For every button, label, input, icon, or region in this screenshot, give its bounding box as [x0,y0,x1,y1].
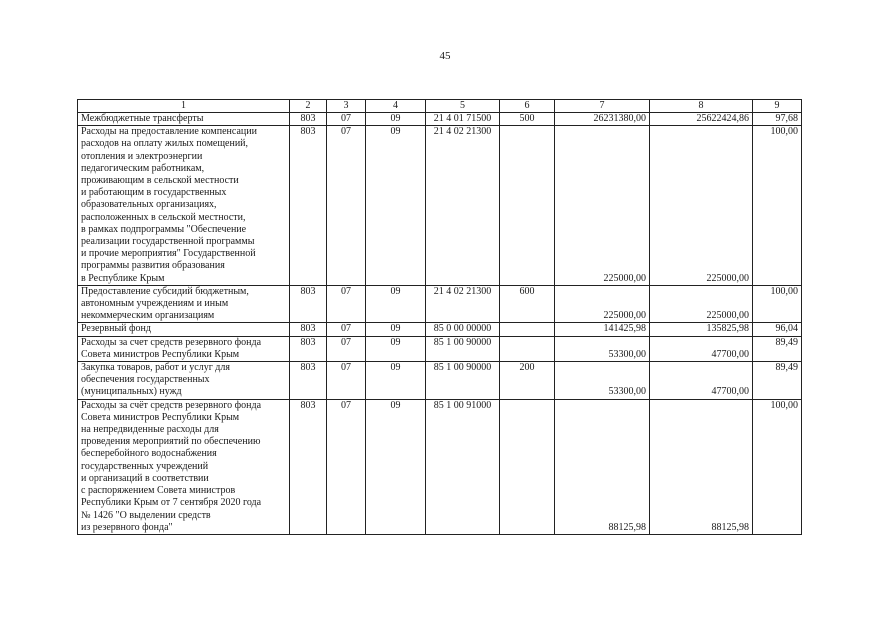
execution-percent-cell [753,285,802,323]
execution-percent-cell-text: 96,04 [775,323,798,335]
planned-amount-cell-text: 225000,00 [603,272,646,284]
planned-amount-cell [555,323,650,336]
section-code-cell [327,113,366,126]
column-header: 7 [555,100,650,113]
subsection-code-cell [366,113,426,126]
column-number-row [78,100,802,113]
row-name-cell [78,336,290,361]
column-header: 3 [327,100,366,113]
row-name-cell-text: Расходы на предоставление компенсации расходов на оплату жилых помещений, отопления и электроэнергии педагогическим работникам, проживающим в сельской местности и работающим в государственных образовательных организациях, расположенных в сельской местности, в рамках подпрограммы "Обеспечение реализации государственной программы и прочие мероприятия" Государственной программы развития образования в Республике Крым [81,126,257,284]
subsection-code-cell-text: 09 [390,113,401,124]
section-code-cell-text: 07 [341,362,351,374]
row-name-cell-text: Предоставление субсидий бюджетным, автономным учреждениям и иным некоммерческим организациям [81,285,249,322]
subsection-code-cell-text: 09 [390,399,401,411]
execution-percent-cell [753,323,802,336]
expense-type-cell [500,113,555,126]
target-article-cell-text: 85 1 00 90000 [433,336,492,348]
target-article-cell [426,336,500,361]
column-header: 8 [650,100,753,113]
column-header: 9 [753,100,802,113]
planned-amount-cell [555,113,650,126]
execution-percent-cell-text: 100,00 [770,126,798,138]
execution-percent-cell-text: 89,49 [775,362,798,374]
row-name-cell [78,285,290,323]
budget-table [77,99,802,535]
row-name-cell [78,399,290,534]
row-name-cell-text: Расходы за счет средств резервного фонда Совета министров Республики Крым [81,336,262,360]
expense-type-cell [500,285,555,323]
subsection-code-cell-text: 09 [390,126,401,138]
row-name-cell-text: Межбюджетные трансферты [81,113,204,124]
admin-code-cell [290,362,327,400]
admin-code-cell-text: 803 [300,336,316,348]
section-code-cell-text: 07 [341,113,351,124]
expense-type-cell-text: 500 [519,113,535,124]
column-header: 6 [500,100,555,113]
target-article-cell [426,323,500,336]
target-article-cell-text: 21 4 01 71500 [433,113,492,124]
planned-amount-cell-text: 88125,98 [608,521,646,533]
executed-amount-cell-text: 47700,00 [711,386,749,398]
table-row [78,323,802,336]
row-name-cell [78,113,290,126]
row-name-cell-text: Закупка товаров, работ и услуг для обеспечения государственных (муниципальных) нужд [81,362,230,398]
table-row [78,336,802,361]
subsection-code-cell [366,362,426,400]
subsection-code-cell [366,285,426,323]
admin-code-cell-text: 803 [300,113,316,124]
section-code-cell [327,399,366,534]
admin-code-cell [290,126,327,286]
executed-amount-cell-text: 135825,98 [706,323,749,335]
expense-type-cell [500,336,555,361]
expense-type-cell [500,323,555,336]
execution-percent-cell [753,336,802,361]
execution-percent-cell-text: 100,00 [770,285,798,297]
execution-percent-cell [753,399,802,534]
target-article-cell-text: 85 0 00 00000 [433,323,492,335]
section-code-cell-text: 07 [341,336,351,348]
target-article-cell-text: 85 1 00 90000 [433,362,492,374]
planned-amount-cell-text: 141425,98 [603,323,646,335]
section-code-cell [327,285,366,323]
execution-percent-cell-text: 89,49 [775,336,798,348]
executed-amount-cell [650,362,753,400]
execution-percent-cell [753,113,802,126]
admin-code-cell [290,336,327,361]
executed-amount-cell [650,336,753,361]
planned-amount-cell-text: 53300,00 [608,386,646,398]
row-name-cell [78,126,290,286]
admin-code-cell-text: 803 [300,362,316,374]
subsection-code-cell [366,323,426,336]
row-name-cell [78,323,290,336]
subsection-code-cell [366,399,426,534]
executed-amount-cell-text: 88125,98 [711,521,749,533]
admin-code-cell-text: 803 [300,399,316,411]
executed-amount-cell [650,399,753,534]
admin-code-cell [290,323,327,336]
admin-code-cell-text: 803 [300,323,316,335]
table-row [78,285,802,323]
section-code-cell [327,126,366,286]
execution-percent-cell [753,126,802,286]
row-name-cell-text: Резервный фонд [81,323,151,335]
column-header: 2 [290,100,327,113]
section-code-cell [327,336,366,361]
subsection-code-cell [366,336,426,361]
target-article-cell [426,399,500,534]
planned-amount-cell [555,336,650,361]
target-article-cell-text: 21 4 02 21300 [433,285,492,297]
row-name-cell [78,362,290,400]
planned-amount-cell-text: 225000,00 [603,310,646,322]
subsection-code-cell-text: 09 [390,323,401,335]
planned-amount-cell [555,285,650,323]
executed-amount-cell-text: 47700,00 [711,348,749,360]
subsection-code-cell-text: 09 [390,285,401,297]
target-article-cell [426,362,500,400]
table-row [78,126,802,286]
subsection-code-cell-text: 09 [390,362,401,374]
executed-amount-cell [650,126,753,286]
column-header: 4 [366,100,426,113]
executed-amount-cell-text: 25622424,86 [696,113,749,124]
execution-percent-cell-text: 100,00 [770,399,798,411]
execution-percent-cell-text: 97,68 [775,113,798,124]
planned-amount-cell [555,399,650,534]
executed-amount-cell [650,285,753,323]
row-name-cell-text: Расходы за счёт средств резервного фонда Совета министров Республики Крым на непредвиденные расходы для проведения мероприятий по обеспечению бесперебойного водоснабжения государственных учреждений и организаций в соответствии с распоряжением Совета министров Республики Крым от 7 сентября 2020 года № 1426 "О выделении средств из резервного фонда" [81,399,262,533]
expense-type-cell [500,399,555,534]
table-row [78,362,802,400]
admin-code-cell-text: 803 [300,285,316,297]
subsection-code-cell [366,126,426,286]
section-code-cell [327,323,366,336]
target-article-cell-text: 21 4 02 21300 [433,126,492,138]
expense-type-cell-text: 600 [519,285,535,297]
target-article-cell [426,113,500,126]
executed-amount-cell-text: 225000,00 [706,272,749,284]
section-code-cell-text: 07 [341,323,351,335]
section-code-cell-text: 07 [341,399,351,411]
admin-code-cell [290,113,327,126]
executed-amount-cell [650,323,753,336]
section-code-cell-text: 07 [341,126,351,138]
table-row [78,113,802,126]
planned-amount-cell [555,126,650,286]
target-article-cell-text: 85 1 00 91000 [433,399,492,411]
section-code-cell-text: 07 [341,285,351,297]
executed-amount-cell [650,113,753,126]
admin-code-cell [290,285,327,323]
target-article-cell [426,126,500,286]
target-article-cell [426,285,500,323]
expense-type-cell-text: 200 [519,362,535,374]
expense-type-cell [500,362,555,400]
admin-code-cell-text: 803 [300,126,316,138]
planned-amount-cell-text: 53300,00 [608,348,646,360]
subsection-code-cell-text: 09 [390,336,401,348]
executed-amount-cell-text: 225000,00 [706,310,749,322]
page-number: 45 [439,50,451,62]
table-row [78,399,802,534]
section-code-cell [327,362,366,400]
expense-type-cell [500,126,555,286]
execution-percent-cell [753,362,802,400]
column-header: 1 [78,100,290,113]
column-header: 5 [426,100,500,113]
planned-amount-cell [555,362,650,400]
admin-code-cell [290,399,327,534]
planned-amount-cell-text: 26231380,00 [593,113,646,124]
